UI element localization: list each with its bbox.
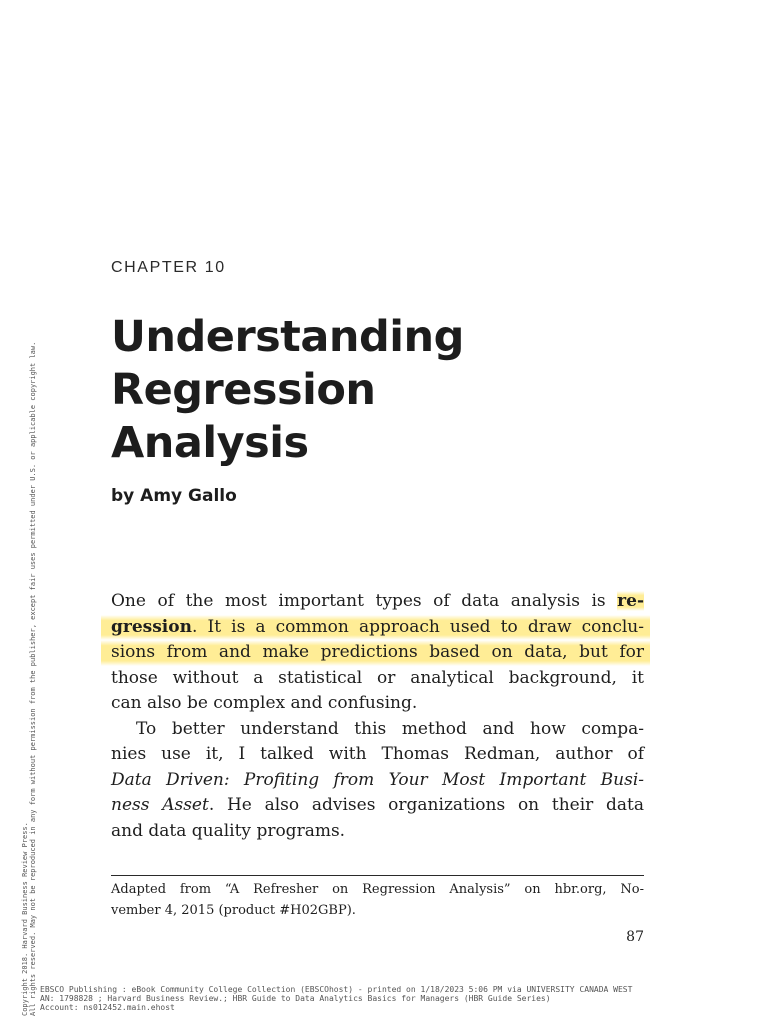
- chapter-title: [111, 311, 464, 470]
- text-line: [111, 793, 644, 819]
- footnote-line: Adapted from “A Refresher on Regression Analysis” on hbr.org, No-: [111, 882, 644, 897]
- author-byline: by Amy Gallo: [111, 486, 237, 506]
- text-run: . It is a common approach used to draw conclu-: [191, 616, 644, 637]
- highlighted-term: gression: [111, 616, 192, 637]
- source-footnote: [111, 879, 644, 921]
- highlighted-line: sions from and make predictions based on data, but for: [101, 640, 650, 666]
- text-line: nies use it, I talked with Thomas Redman, author of: [111, 744, 644, 764]
- footnote-divider: [111, 875, 644, 876]
- footer-line: EBSCO Publishing : eBook Community College Collection (EBSCOhost) - printed on 1/18/2023 5:06 PM via UNIVERSITY CANADA WEST: [40, 985, 633, 994]
- book-title-line: Data Driven: Profiting from Your Most Important Busi-: [111, 769, 644, 790]
- text-line: [111, 589, 644, 615]
- text-line: To better understand this method and how compa-: [136, 718, 644, 739]
- highlighted-term: re-: [617, 591, 644, 611]
- chapter-title-line: Regression: [111, 365, 376, 415]
- print-metadata-footer: [40, 985, 764, 1012]
- copyright-line: Copyright 2018. Harvard Business Review Press.: [21, 822, 29, 1016]
- copyright-line: All rights reserved. May not be reproduced in any form without permission from the publisher, except fair uses permitted under U.S. or applicable copyright law.: [29, 341, 37, 1016]
- paragraph-intro: [111, 589, 644, 717]
- text-run: . He also advises organizations on their data: [208, 795, 644, 815]
- footer-line: AN: 1798828 ; Harvard Business Review.; HBR Guide to Data Analytics Basics for Managers (HBR Guide Series): [40, 994, 551, 1003]
- highlighted-line: [101, 615, 650, 641]
- body-text: [111, 589, 644, 844]
- footnote-line: vember 4, 2015 (product #H02GBP).: [111, 903, 356, 918]
- book-title-run: ness Asset: [111, 795, 209, 815]
- paragraph-interview: [111, 717, 644, 845]
- text-run: One of the most important types of data analysis is: [111, 591, 618, 611]
- copyright-notice: [21, 316, 45, 1016]
- chapter-title-line: Understanding: [111, 312, 464, 362]
- page-number: 87: [626, 929, 644, 945]
- footer-line: Account: ns012452.main.ehost: [40, 1003, 175, 1012]
- chapter-label: CHAPTER 10: [111, 259, 226, 276]
- text-line: can also be complex and confusing.: [111, 693, 418, 713]
- chapter-title-line: Analysis: [111, 418, 309, 468]
- text-line: those without a statistical or analytical background, it: [111, 667, 644, 688]
- text-line: and data quality programs.: [111, 820, 346, 841]
